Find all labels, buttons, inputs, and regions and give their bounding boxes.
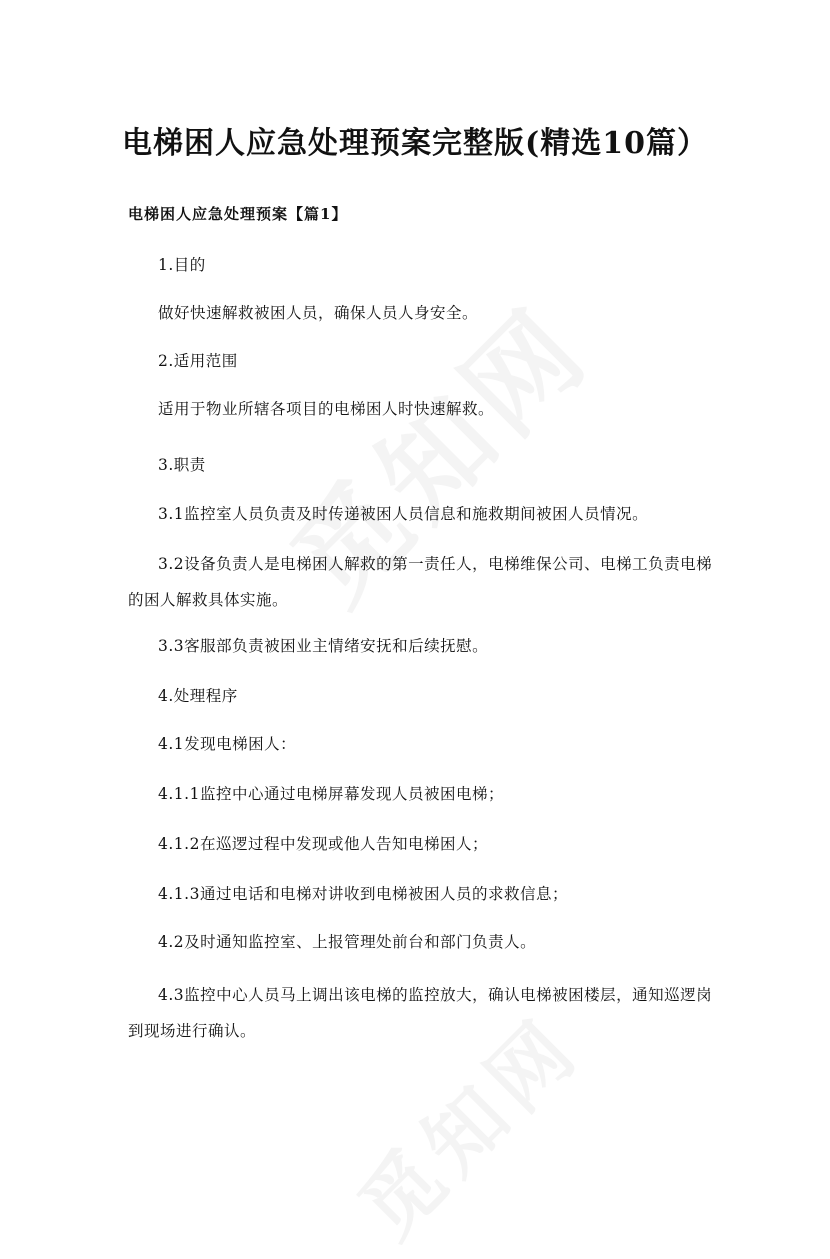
paragraph: 1.目的	[158, 256, 206, 274]
paragraph: 适用于物业所辖各项目的电梯困人时快速解救。	[158, 400, 495, 418]
paragraph: 3.1监控室人员负责及时传递被困人员信息和施救期间被困人员情况。	[158, 505, 649, 523]
paragraph: 3.2设备负责人是电梯困人解救的第一责任人，电梯维保公司、电梯工负责电梯的困人解救具体实施。	[128, 555, 713, 609]
document-title: 电梯困人应急处理预案完整版(精选10篇）	[122, 126, 708, 161]
paragraph: 4.3监控中心人员马上调出该电梯的监控放大，确认电梯被困楼层，通知巡逻岗到现场进行确认。	[128, 986, 713, 1040]
paragraph: 做好快速解救被困人员，确保人员人身安全。	[158, 304, 479, 322]
paragraph: 4.1发现电梯困人：	[158, 735, 297, 753]
paragraph: 3.职责	[158, 456, 206, 474]
paragraph: 4.1.2在巡逻过程中发现或他人告知电梯困人；	[158, 835, 488, 853]
section-heading: 电梯困人应急处理预案【篇1】	[128, 205, 348, 223]
paragraph: 4.处理程序	[158, 687, 238, 705]
paragraph: 4.1.3通过电话和电梯对讲收到电梯被困人员的求救信息；	[158, 885, 568, 903]
paragraph: 4.2及时通知监控室、上报管理处前台和部门负责人。	[158, 933, 537, 951]
paragraph: 2.适用范围	[158, 352, 238, 370]
paragraph: 3.3客服部负责被困业主情绪安抚和后续抚慰。	[158, 637, 489, 655]
paragraph: 4.1.1监控中心通过电梯屏幕发现人员被困电梯；	[158, 785, 504, 803]
